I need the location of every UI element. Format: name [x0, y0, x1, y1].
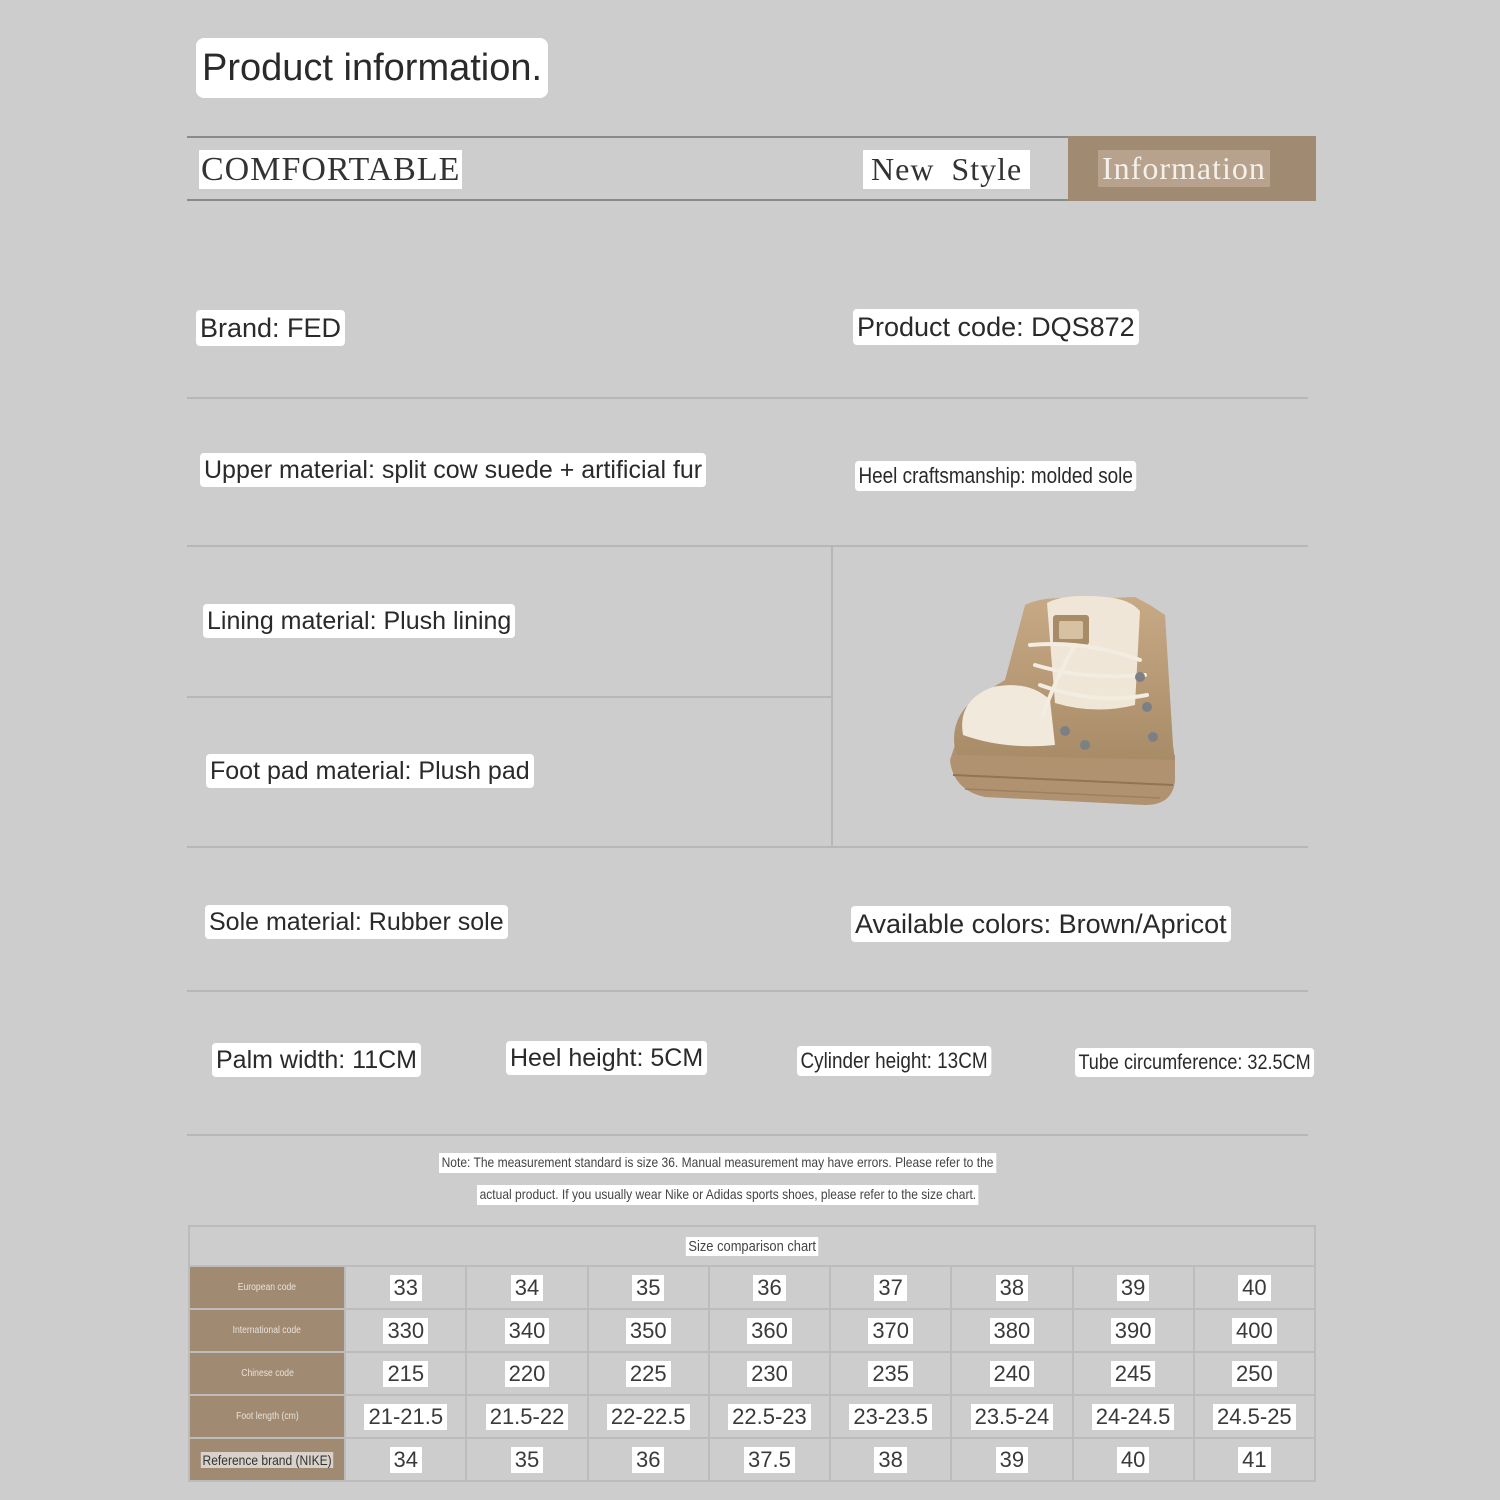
- cell-value: 240: [990, 1361, 1035, 1387]
- cell-value: 235: [868, 1361, 913, 1387]
- row-header: [189, 1438, 345, 1481]
- spec-heel-craftsmanship: Heel craftsmanship: molded sole: [855, 461, 1136, 491]
- spec-heel-height: Heel height: 5CM: [506, 1041, 707, 1075]
- band-information-block: [1068, 136, 1316, 201]
- table-cell: [830, 1266, 951, 1309]
- table-cell: [588, 1309, 709, 1352]
- row-divider: [187, 397, 1308, 399]
- table-cell: [1073, 1309, 1194, 1352]
- table-cell: [345, 1395, 466, 1438]
- table-cell: [588, 1438, 709, 1481]
- row-header: [189, 1266, 345, 1309]
- row-header: [189, 1309, 345, 1352]
- cell-value: 38: [874, 1447, 906, 1473]
- table-cell: [1073, 1266, 1194, 1309]
- table-row: [189, 1352, 1315, 1395]
- size-chart-caption: Size comparison chart: [686, 1237, 819, 1256]
- table-cell: [951, 1352, 1072, 1395]
- spec-product-code: Product code: DQS872: [853, 309, 1139, 345]
- boot-icon: [935, 585, 1185, 815]
- table-row: [189, 1309, 1315, 1352]
- table-cell: [709, 1352, 830, 1395]
- cell-value: 215: [383, 1361, 428, 1387]
- table-cell: [709, 1309, 830, 1352]
- cell-value: 34: [511, 1275, 543, 1301]
- table-cell: [830, 1352, 951, 1395]
- spec-sole-material: Sole material: Rubber sole: [205, 905, 508, 939]
- cell-value: 330: [383, 1318, 428, 1344]
- cell-value: 380: [990, 1318, 1035, 1344]
- band-new-style-label: New Style: [863, 150, 1030, 189]
- cell-value: 390: [1111, 1318, 1156, 1344]
- cell-value: 225: [626, 1361, 671, 1387]
- table-cell: [830, 1395, 951, 1438]
- table-cell: [466, 1395, 587, 1438]
- table-cell: [1194, 1352, 1315, 1395]
- band-information-label: Information: [1098, 150, 1270, 187]
- cell-value: 22-22.5: [607, 1404, 690, 1430]
- cell-value: 37: [874, 1275, 906, 1301]
- table-cell: [709, 1266, 830, 1309]
- row-divider: [187, 696, 832, 698]
- row-header-label: International code: [232, 1325, 302, 1336]
- spec-available-colors: Available colors: Brown/Apricot: [851, 906, 1231, 942]
- row-header-label: Chinese code: [240, 1368, 294, 1379]
- cell-value: 360: [747, 1318, 792, 1344]
- table-cell: [1073, 1438, 1194, 1481]
- cell-value: 41: [1238, 1447, 1270, 1473]
- spec-upper-material: Upper material: split cow suede + artificial fur: [200, 453, 706, 487]
- cell-value: 250: [1232, 1361, 1277, 1387]
- cell-value: 340: [505, 1318, 550, 1344]
- cell-value: 33: [390, 1275, 422, 1301]
- cell-value: 37.5: [744, 1447, 795, 1473]
- cell-value: 36: [632, 1447, 664, 1473]
- table-cell: [345, 1266, 466, 1309]
- cell-value: 24.5-25: [1213, 1404, 1296, 1430]
- cell-value: 245: [1111, 1361, 1156, 1387]
- table-cell: [709, 1395, 830, 1438]
- table-cell: [466, 1309, 587, 1352]
- spec-brand: Brand: FED: [196, 310, 345, 346]
- header-band: [187, 136, 1316, 201]
- table-cell: [1073, 1352, 1194, 1395]
- row-header: [189, 1352, 345, 1395]
- cell-value: 39: [1117, 1275, 1149, 1301]
- row-divider: [187, 1134, 1308, 1136]
- table-cell: [466, 1266, 587, 1309]
- cell-value: 36: [753, 1275, 785, 1301]
- cell-value: 21-21.5: [364, 1404, 447, 1430]
- row-header-label: Reference brand (NIKE): [202, 1451, 332, 1468]
- cell-value: 23-23.5: [849, 1404, 932, 1430]
- table-cell: [1194, 1266, 1315, 1309]
- table-cell: [1194, 1309, 1315, 1352]
- table-cell: [345, 1438, 466, 1481]
- measurement-note-line-2: actual product. If you usually wear Nike or Adidas sports shoes, please refer to the size chart.: [477, 1185, 979, 1205]
- cell-value: 23.5-24: [971, 1404, 1054, 1430]
- band-comfortable-label: COMFORTABLE: [201, 151, 461, 188]
- table-cell: [345, 1352, 466, 1395]
- table-cell: [588, 1266, 709, 1309]
- table-row: [189, 1266, 1315, 1309]
- spec-palm-width: Palm width: 11CM: [212, 1043, 421, 1077]
- size-chart-caption-cell: [189, 1226, 1315, 1266]
- row-divider: [187, 545, 1308, 547]
- row-header: [189, 1395, 345, 1438]
- spec-lining-material: Lining material: Plush lining: [203, 604, 515, 638]
- spec-cylinder-height: Cylinder height: 13CM: [797, 1046, 991, 1076]
- cell-value: 230: [747, 1361, 792, 1387]
- cell-value: 220: [505, 1361, 550, 1387]
- table-cell: [588, 1395, 709, 1438]
- row-header-label: Foot length (cm): [235, 1411, 299, 1422]
- size-comparison-chart: [188, 1225, 1316, 1482]
- cell-value: 24-24.5: [1092, 1404, 1175, 1430]
- page-title: Product information.: [196, 38, 548, 98]
- table-cell: [345, 1309, 466, 1352]
- table-row: [189, 1395, 1315, 1438]
- size-chart-caption-row: [189, 1226, 1315, 1266]
- row-divider: [187, 990, 1308, 992]
- table-cell: [1073, 1395, 1194, 1438]
- spec-foot-pad-material: Foot pad material: Plush pad: [206, 754, 534, 788]
- cell-value: 34: [390, 1447, 422, 1473]
- table-cell: [1194, 1395, 1315, 1438]
- row-header-label: European code: [237, 1282, 297, 1293]
- cell-value: 22.5-23: [728, 1404, 811, 1430]
- table-cell: [588, 1352, 709, 1395]
- table-cell: [466, 1352, 587, 1395]
- cell-value: 35: [632, 1275, 664, 1301]
- measurement-note-line-1: Note: The measurement standard is size 36. Manual measurement may have errors. Please refer to the: [439, 1153, 996, 1173]
- table-cell: [830, 1309, 951, 1352]
- cell-value: 40: [1117, 1447, 1149, 1473]
- table-row: [189, 1438, 1315, 1481]
- cell-value: 40: [1238, 1275, 1270, 1301]
- table-cell: [951, 1395, 1072, 1438]
- cell-value: 38: [996, 1275, 1028, 1301]
- table-cell: [466, 1438, 587, 1481]
- table-cell: [830, 1438, 951, 1481]
- table-cell: [1194, 1438, 1315, 1481]
- cell-value: 39: [996, 1447, 1028, 1473]
- table-cell: [709, 1438, 830, 1481]
- table-cell: [951, 1438, 1072, 1481]
- cell-value: 21.5-22: [486, 1404, 569, 1430]
- spec-tube-circumference: Tube circumference: 32.5CM: [1075, 1048, 1314, 1077]
- cell-value: 35: [511, 1447, 543, 1473]
- cell-value: 370: [868, 1318, 913, 1344]
- table-cell: [951, 1266, 1072, 1309]
- cell-value: 400: [1232, 1318, 1277, 1344]
- table-cell: [951, 1309, 1072, 1352]
- row-divider: [187, 846, 1308, 848]
- cell-value: 350: [626, 1318, 671, 1344]
